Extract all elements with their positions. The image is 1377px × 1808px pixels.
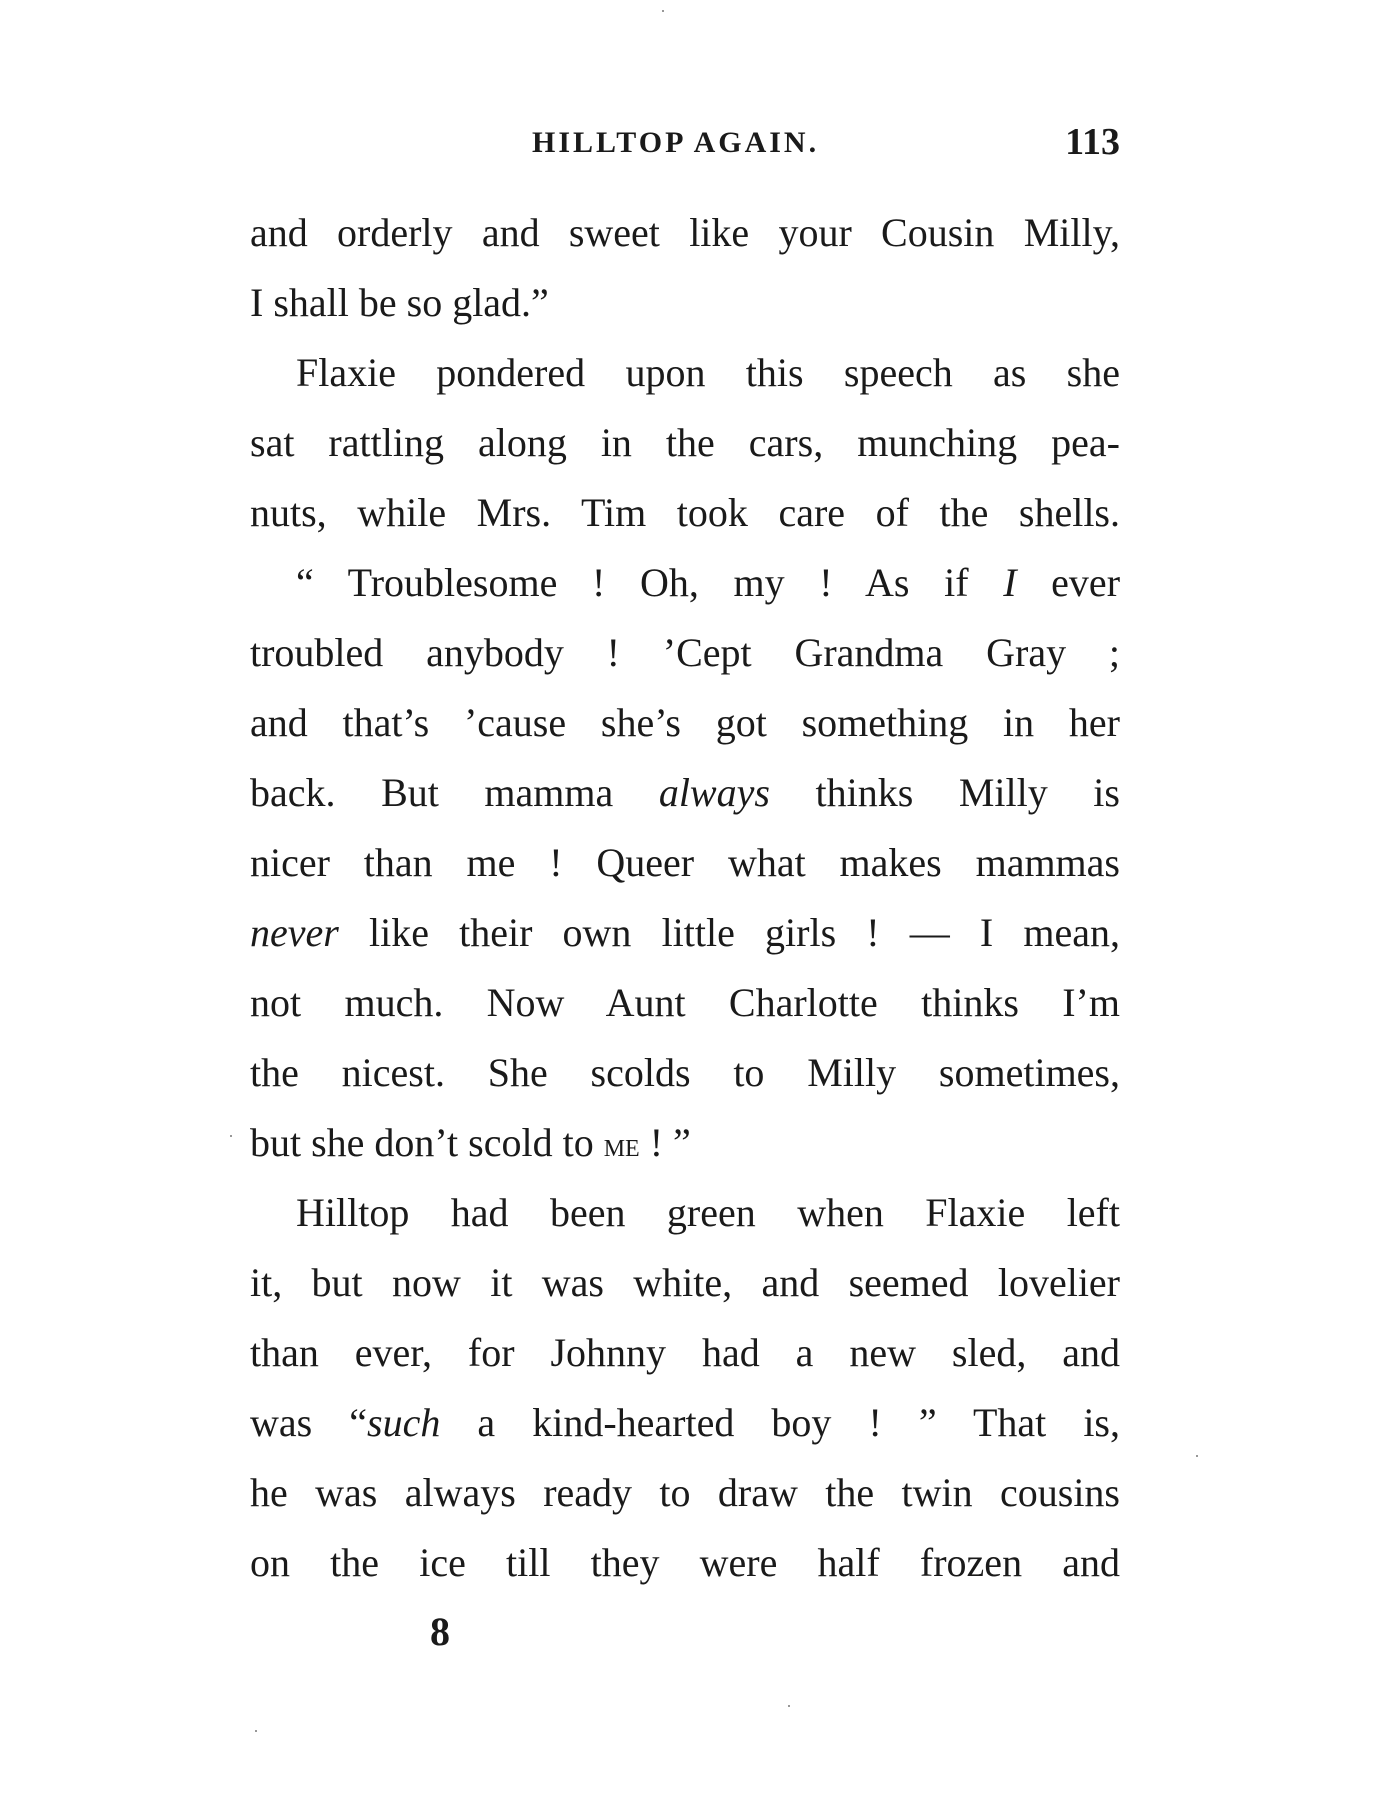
text-line: and orderly and sweet like your Cousin Milly, (250, 210, 1120, 255)
text-line: but she don’t scold to me ! ” (250, 1120, 691, 1165)
body-text (250, 198, 1120, 1598)
running-head (250, 120, 1120, 170)
text-line: he was always ready to draw the twin cousins (250, 1470, 1120, 1515)
text-line: sat rattling along in the cars, munching pea- (250, 420, 1120, 465)
scan-speck (255, 1730, 257, 1732)
text-line: and that’s ’cause she’s got something in her (250, 700, 1120, 745)
text-line: never like their own little girls ! — I mean, (250, 910, 1120, 955)
text-line: back. But mamma always thinks Milly is (250, 770, 1120, 815)
text-line: on the ice till they were half frozen and (250, 1540, 1120, 1585)
text-line: “ Troublesome ! Oh, my ! As if I ever (296, 560, 1121, 605)
text-line: Hilltop had been green when Flaxie left (296, 1190, 1120, 1235)
page-number: 113 (1065, 121, 1120, 163)
text-line: Flaxie pondered upon this speech as she (296, 350, 1120, 395)
scan-speck (662, 10, 664, 12)
text-line: nuts, while Mrs. Tim took care of the shells. (250, 490, 1120, 535)
text-line: not much. Now Aunt Charlotte thinks I’m (250, 980, 1120, 1025)
text-line: than ever, for Johnny had a new sled, and (250, 1330, 1120, 1375)
scan-speck (788, 1705, 790, 1707)
scan-speck (1196, 1455, 1198, 1457)
text-line: troubled anybody ! ’Cept Grandma Gray ; (250, 630, 1120, 675)
running-title: HILLTOP AGAIN. (532, 126, 820, 159)
text-line: the nicest. She scolds to Milly sometimes, (250, 1050, 1120, 1095)
text-line: I shall be so glad.” (250, 280, 549, 325)
text-line: it, but now it was white, and seemed lovelier (250, 1260, 1120, 1305)
signature-mark: 8 (430, 1609, 450, 1654)
text-line: nicer than me ! Queer what makes mammas (250, 840, 1120, 885)
text-line: was “such a kind-hearted boy ! ” That is, (250, 1400, 1120, 1445)
scan-speck (230, 1135, 232, 1137)
